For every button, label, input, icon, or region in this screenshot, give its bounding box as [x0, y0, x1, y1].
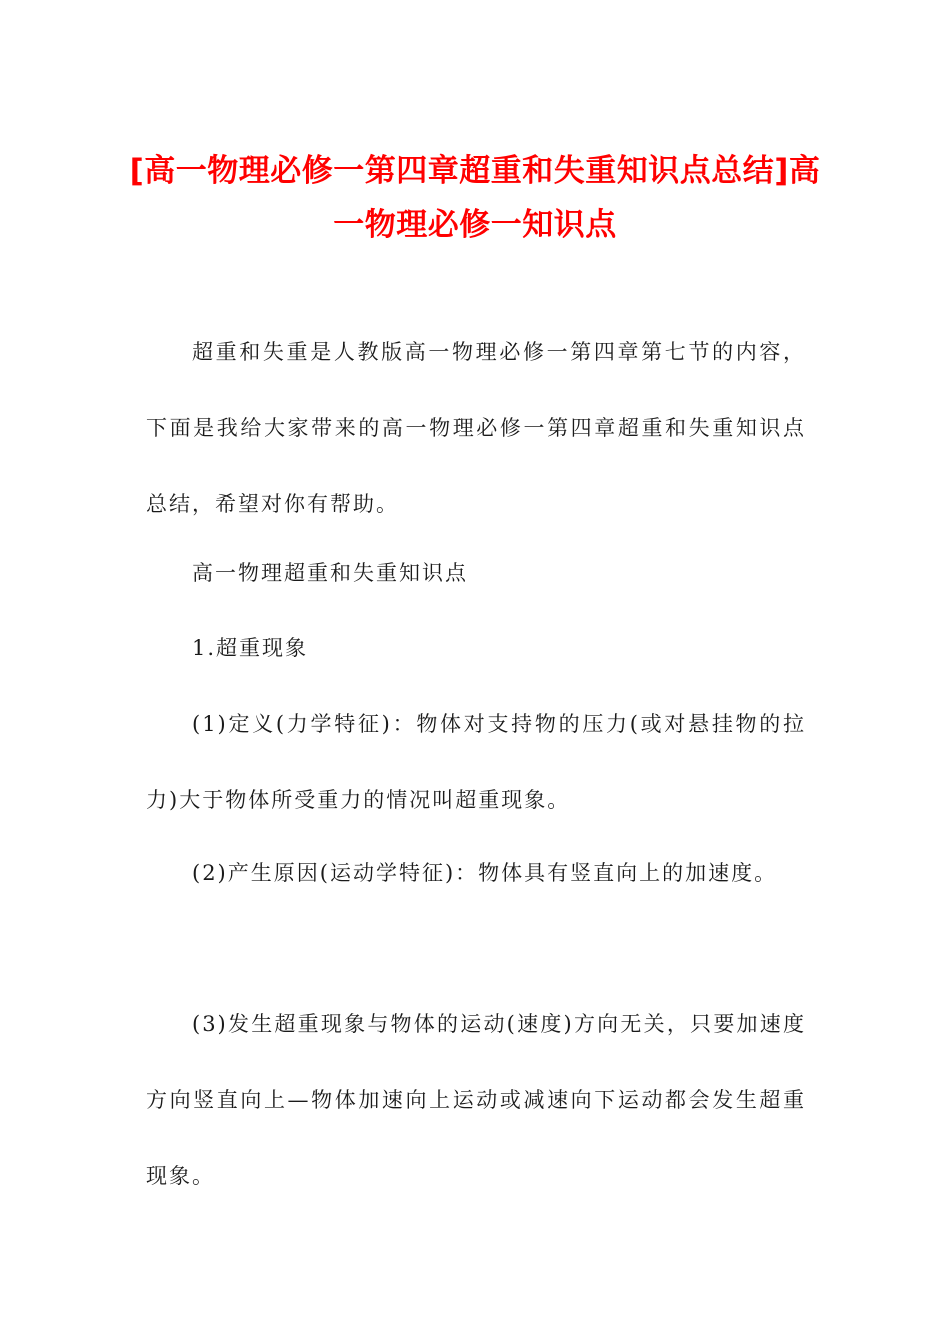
direction-paragraph: (3)发生超重现象与物体的运动(速度)方向无关，只要加速度方向竖直向上—物体加速向上运动或减速向下运动都会发生超重现象。: [146, 1012, 806, 1188]
definition-paragraph: (1)定义(力学特征)：物体对支持物的压力(或对悬挂物的拉力)大于物体所受重力的情况叫超重现象。: [146, 712, 806, 812]
section-heading: 高一物理超重和失重知识点: [192, 561, 468, 585]
cause-paragraph: (2)产生原因(运动学特征)：物体具有竖直向上的加速度。: [192, 861, 778, 885]
document-title: [高一物理必修一第四章超重和失重知识点总结]高一物理必修一知识点: [129, 153, 821, 243]
subsection-heading: 1.超重现象: [192, 636, 309, 660]
intro-paragraph: 超重和失重是人教版高一物理必修一第四章第七节的内容，下面是我给大家带来的高一物理必修一第四章超重和失重知识点总结，希望对你有帮助。: [146, 340, 806, 516]
